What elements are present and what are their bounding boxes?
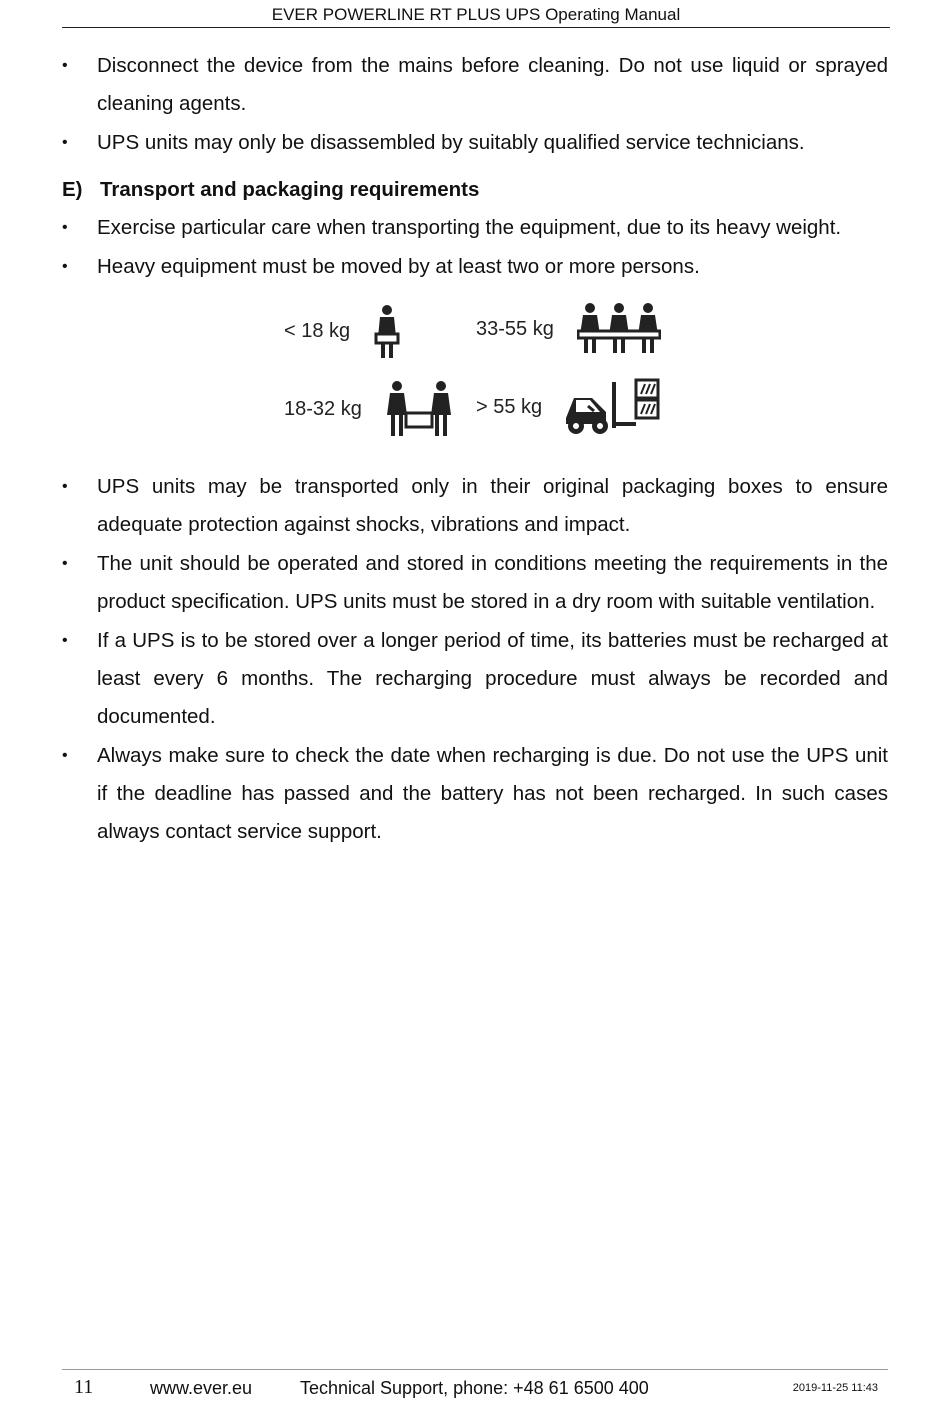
bullet-icon: • bbox=[62, 747, 68, 764]
bullet-icon: • bbox=[62, 632, 68, 649]
list-item: • If a UPS is to be stored over a longer period of time, its batteries must be recharged at least every 6 months. The recharging procedure must always be recorded and documented. bbox=[62, 622, 888, 736]
bullet-list-cleaning bbox=[62, 47, 888, 162]
bullet-list-storage bbox=[62, 468, 888, 851]
weight-label-one-person: < 18 kg bbox=[284, 320, 351, 342]
print-timestamp: 2019-11-25 11:43 bbox=[792, 1382, 878, 1394]
list-item: • Exercise particular care when transporting the equipment, due to its heavy weight. bbox=[62, 209, 888, 247]
weight-label-two-persons: 18-32 kg bbox=[284, 398, 362, 420]
page-number: 11 bbox=[74, 1376, 94, 1398]
section-heading bbox=[62, 171, 888, 209]
list-item: • The unit should be operated and stored in conditions meeting the requirements in the product specification. UPS units must be stored in a dry room with suitable ventilation. bbox=[62, 545, 888, 621]
section-title: Transport and packaging requirements bbox=[100, 178, 480, 201]
list-item: • Disconnect the device from the mains before cleaning. Do not use liquid or sprayed cleaning agents. bbox=[62, 47, 888, 123]
bullet-icon: • bbox=[62, 555, 68, 572]
bullet-icon: • bbox=[62, 258, 68, 275]
forklift-icon bbox=[562, 378, 662, 436]
weight-label-three-persons: 33-55 kg bbox=[476, 318, 554, 340]
weight-label-forklift: > 55 kg bbox=[476, 396, 543, 418]
section-letter: E) bbox=[62, 178, 83, 201]
page-content bbox=[62, 47, 888, 852]
bullet-icon: • bbox=[62, 134, 68, 151]
website-link[interactable]: www.ever.eu bbox=[150, 1378, 253, 1398]
list-item: • UPS units may only be disassembled by suitably qualified service technicians. bbox=[62, 124, 888, 162]
one-person-carry-icon bbox=[372, 304, 402, 360]
list-item: • Heavy equipment must be moved by at least two or more persons. bbox=[62, 248, 888, 286]
list-item: • UPS units may be transported only in their original packaging boxes to ensure adequate protection against shocks, vibrations and impact. bbox=[62, 468, 888, 544]
support-phone: Technical Support, phone: +48 61 6500 400 bbox=[300, 1378, 649, 1398]
manual-title: EVER POWERLINE RT PLUS UPS Operating Manual bbox=[271, 5, 681, 24]
bullet-icon: • bbox=[62, 219, 68, 236]
page-header bbox=[62, 4, 890, 28]
two-persons-carry-icon bbox=[386, 380, 452, 438]
bullet-icon: • bbox=[62, 57, 68, 74]
page-footer bbox=[62, 1369, 888, 1400]
three-persons-carry-icon bbox=[577, 302, 661, 354]
bullet-list-transport bbox=[62, 209, 888, 286]
weight-handling-figure bbox=[62, 296, 888, 456]
list-item: • Always make sure to check the date when recharging is due. Do not use the UPS unit if the deadline has passed and the battery has not been recharged. In such cases always contact service support. bbox=[62, 737, 888, 851]
bullet-icon: • bbox=[62, 478, 68, 495]
